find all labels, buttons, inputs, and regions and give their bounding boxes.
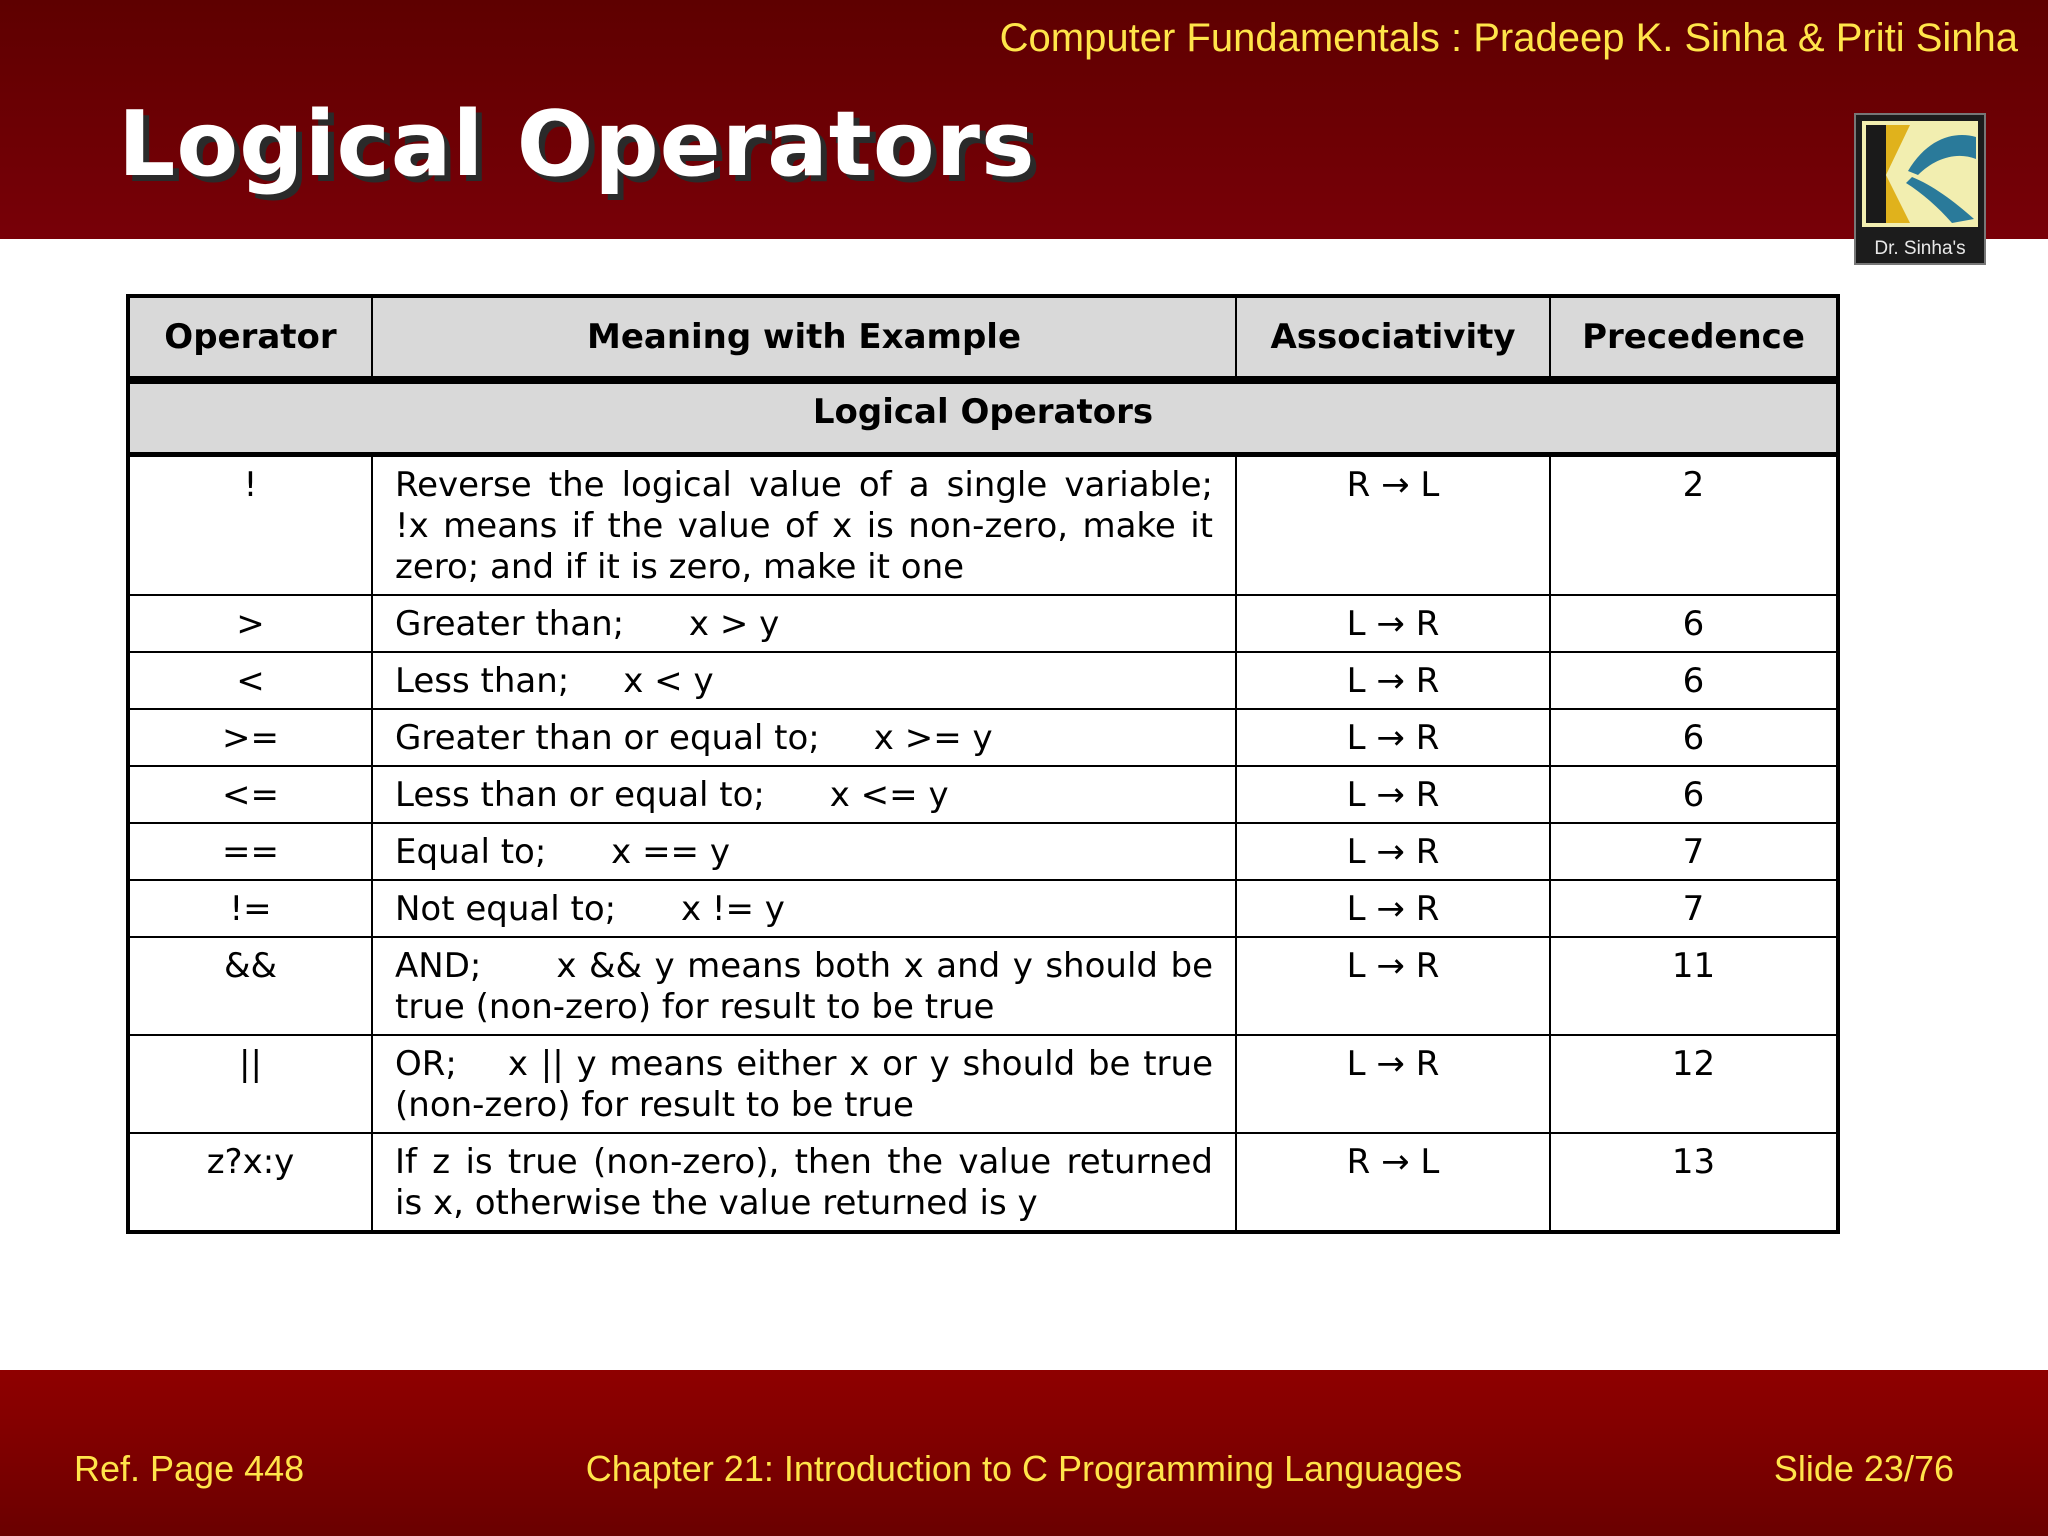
precedence-cell: 12 bbox=[1550, 1035, 1838, 1133]
precedence-cell: 2 bbox=[1550, 455, 1838, 596]
group-label: Logical Operators bbox=[128, 380, 1838, 455]
meaning-cell: AND; x && y means both x and y should be true (non-zero) for result to be true bbox=[372, 937, 1236, 1035]
associativity-cell: R → L bbox=[1236, 455, 1550, 596]
operator-cell: z?x:y bbox=[128, 1133, 372, 1232]
dr-sinha-logo bbox=[1854, 113, 1986, 265]
column-header-associativity: Associativity bbox=[1236, 296, 1550, 380]
meaning-cell: Not equal to; x != y bbox=[372, 880, 1236, 937]
column-header-meaning: Meaning with Example bbox=[372, 296, 1236, 380]
associativity-cell: L → R bbox=[1236, 823, 1550, 880]
operator-cell: && bbox=[128, 937, 372, 1035]
precedence-cell: 7 bbox=[1550, 823, 1838, 880]
slide-title: Logical Operators bbox=[118, 92, 1036, 197]
meaning-cell: Greater than or equal to; x >= y bbox=[372, 709, 1236, 766]
precedence-cell: 7 bbox=[1550, 880, 1838, 937]
meaning-cell: OR; x || y means either x or y should be true (non-zero) for result to be true bbox=[372, 1035, 1236, 1133]
associativity-cell: L → R bbox=[1236, 766, 1550, 823]
meaning-cell: Less than or equal to; x <= y bbox=[372, 766, 1236, 823]
precedence-cell: 6 bbox=[1550, 652, 1838, 709]
slide-number: Slide 23/76 bbox=[1773, 1448, 1954, 1489]
table-row bbox=[128, 823, 1838, 880]
associativity-cell: L → R bbox=[1236, 652, 1550, 709]
associativity-cell: L → R bbox=[1236, 1035, 1550, 1133]
group-row bbox=[128, 380, 1838, 455]
table-header-row bbox=[128, 296, 1838, 380]
operator-cell: != bbox=[128, 880, 372, 937]
operator-cell: >= bbox=[128, 709, 372, 766]
operator-cell: <= bbox=[128, 766, 372, 823]
table-row bbox=[128, 1035, 1838, 1133]
meaning-cell: Less than; x < y bbox=[372, 652, 1236, 709]
logo-text: Dr. Sinha's bbox=[1874, 238, 1966, 259]
table-row bbox=[128, 937, 1838, 1035]
table-row bbox=[128, 709, 1838, 766]
meaning-cell: Greater than; x > y bbox=[372, 595, 1236, 652]
associativity-cell: L → R bbox=[1236, 880, 1550, 937]
column-header-precedence: Precedence bbox=[1550, 296, 1838, 380]
operator-cell: > bbox=[128, 595, 372, 652]
meaning-cell: Equal to; x == y bbox=[372, 823, 1236, 880]
associativity-cell: L → R bbox=[1236, 595, 1550, 652]
chapter-title: Chapter 21: Introduction to C Programming Languages bbox=[585, 1448, 1463, 1489]
operator-cell: ! bbox=[128, 455, 372, 596]
logo-emblem-icon bbox=[1856, 115, 1984, 233]
associativity-cell: L → R bbox=[1236, 937, 1550, 1035]
meaning-cell: Reverse the logical value of a single variable; !x means if the value of x is non-zero, make it zero; and if it is zero, make it one bbox=[372, 455, 1236, 596]
precedence-cell: 6 bbox=[1550, 766, 1838, 823]
associativity-cell: R → L bbox=[1236, 1133, 1550, 1232]
precedence-cell: 11 bbox=[1550, 937, 1838, 1035]
column-header-operator: Operator bbox=[128, 296, 372, 380]
ref-page: Ref. Page 448 bbox=[74, 1448, 305, 1489]
table-row bbox=[128, 595, 1838, 652]
table-row bbox=[128, 652, 1838, 709]
operator-cell: || bbox=[128, 1035, 372, 1133]
operator-cell: < bbox=[128, 652, 372, 709]
precedence-cell: 6 bbox=[1550, 709, 1838, 766]
table-row bbox=[128, 766, 1838, 823]
operator-cell: == bbox=[128, 823, 372, 880]
logical-operators-table bbox=[126, 294, 1840, 1234]
precedence-cell: 13 bbox=[1550, 1133, 1838, 1232]
table-row bbox=[128, 1133, 1838, 1232]
associativity-cell: L → R bbox=[1236, 709, 1550, 766]
table-row bbox=[128, 880, 1838, 937]
meaning-cell: If z is true (non-zero), then the value returned is x, otherwise the value returned is y bbox=[372, 1133, 1236, 1232]
table-row bbox=[128, 455, 1838, 596]
precedence-cell: 6 bbox=[1550, 595, 1838, 652]
book-title: Computer Fundamentals : Pradeep K. Sinha & Priti Sinha bbox=[999, 16, 2018, 60]
